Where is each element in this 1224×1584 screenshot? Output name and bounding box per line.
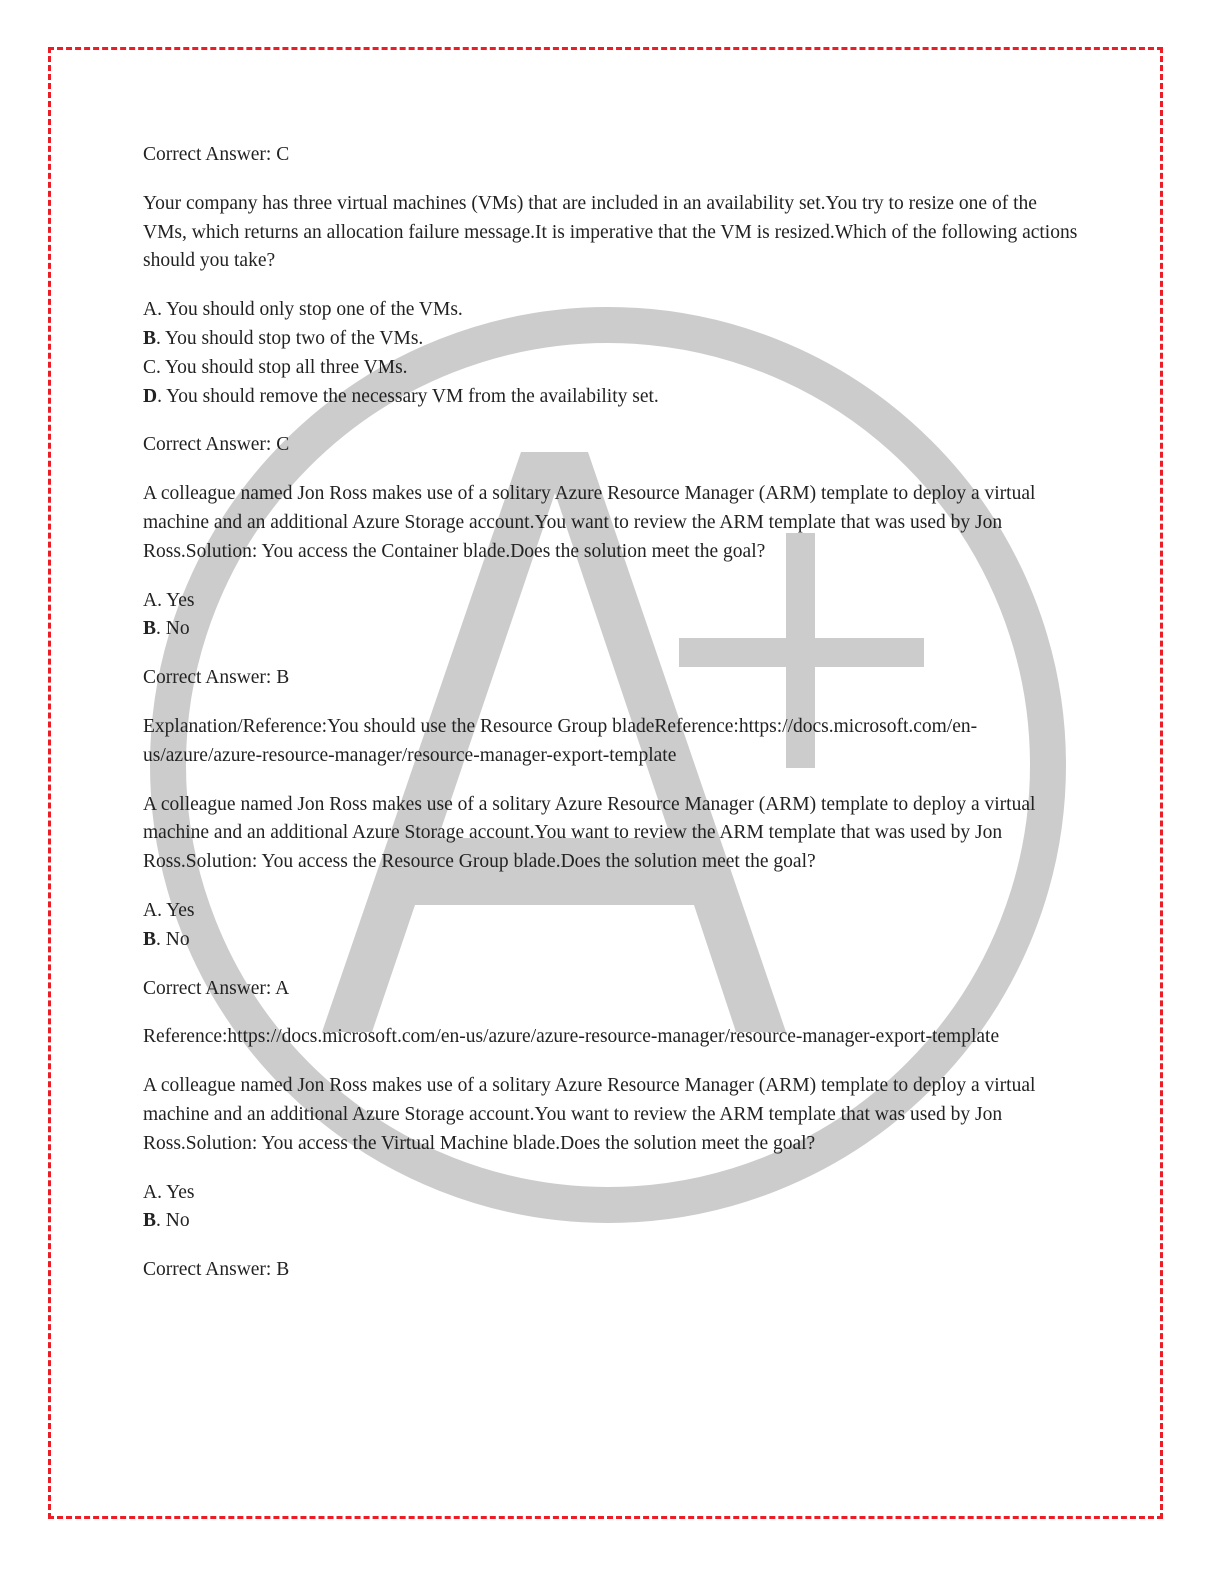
question-text: Your company has three virtual machines (VMs) that are included in an availability set.You try to resize one of the VMs, which returns an allocation failure message.It is imperative that the VM is resized.Which of the following actions should you take?: [143, 192, 1078, 272]
correct-answer: Correct Answer: B: [143, 1259, 290, 1281]
document-content: [143, 141, 1083, 1305]
option-a: A. Yes: [143, 1181, 195, 1203]
correct-answer: Correct Answer: C: [143, 434, 290, 456]
question-text: A colleague named Jon Ross makes use of a solitary Azure Resource Manager (ARM) template to deploy a virtual machine and an additional Azure Storage account.You want to review the ARM template that was used by Jon Ross.Solution: You access the Resource Group blade.Does the solution meet the goal?: [143, 793, 1036, 873]
correct-answer: Correct Answer: A: [143, 977, 290, 999]
correct-answer: Correct Answer: C: [143, 144, 290, 165]
option-d: D. You should remove the necessary VM from the availability set.: [143, 385, 659, 407]
answer-options: [143, 1179, 1083, 1237]
option-b: B. No: [143, 618, 190, 640]
answer-options: [143, 587, 1083, 645]
answer-options: [143, 296, 1083, 411]
option-c: C. You should stop all three VMs.: [143, 356, 408, 378]
question-text: A colleague named Jon Ross makes use of a solitary Azure Resource Manager (ARM) template to deploy a virtual machine and an additional Azure Storage account.You want to review the ARM template that was used by Jon Ross.Solution: You access the Container blade.Does the solution meet the goal?: [143, 483, 1036, 562]
option-b: B. You should stop two of the VMs.: [143, 327, 424, 349]
option-a: A. Yes: [143, 899, 195, 921]
correct-answer: Correct Answer: B: [143, 667, 290, 689]
question-text: A colleague named Jon Ross makes use of a solitary Azure Resource Manager (ARM) template to deploy a virtual machine and an additional Azure Storage account.You want to review the ARM template that was used by Jon Ross.Solution: You access the Virtual Machine blade.Does the solution meet the goal?: [143, 1075, 1036, 1154]
option-a: A. You should only stop one of the VMs.: [143, 299, 463, 321]
option-a: A. Yes: [143, 589, 195, 611]
explanation-text: Explanation/Reference:You should use the Resource Group bladeReference:https://docs.microsoft.com/en-us/azure/azure-resource-manager/resource-manager-export-template: [143, 715, 978, 766]
option-b: B. No: [143, 1210, 190, 1232]
option-b: B. No: [143, 928, 190, 950]
answer-options: [143, 897, 1083, 955]
reference-text: Reference:https://docs.microsoft.com/en-us/azure/azure-resource-manager/resource-manager-export-template: [143, 1026, 1000, 1048]
